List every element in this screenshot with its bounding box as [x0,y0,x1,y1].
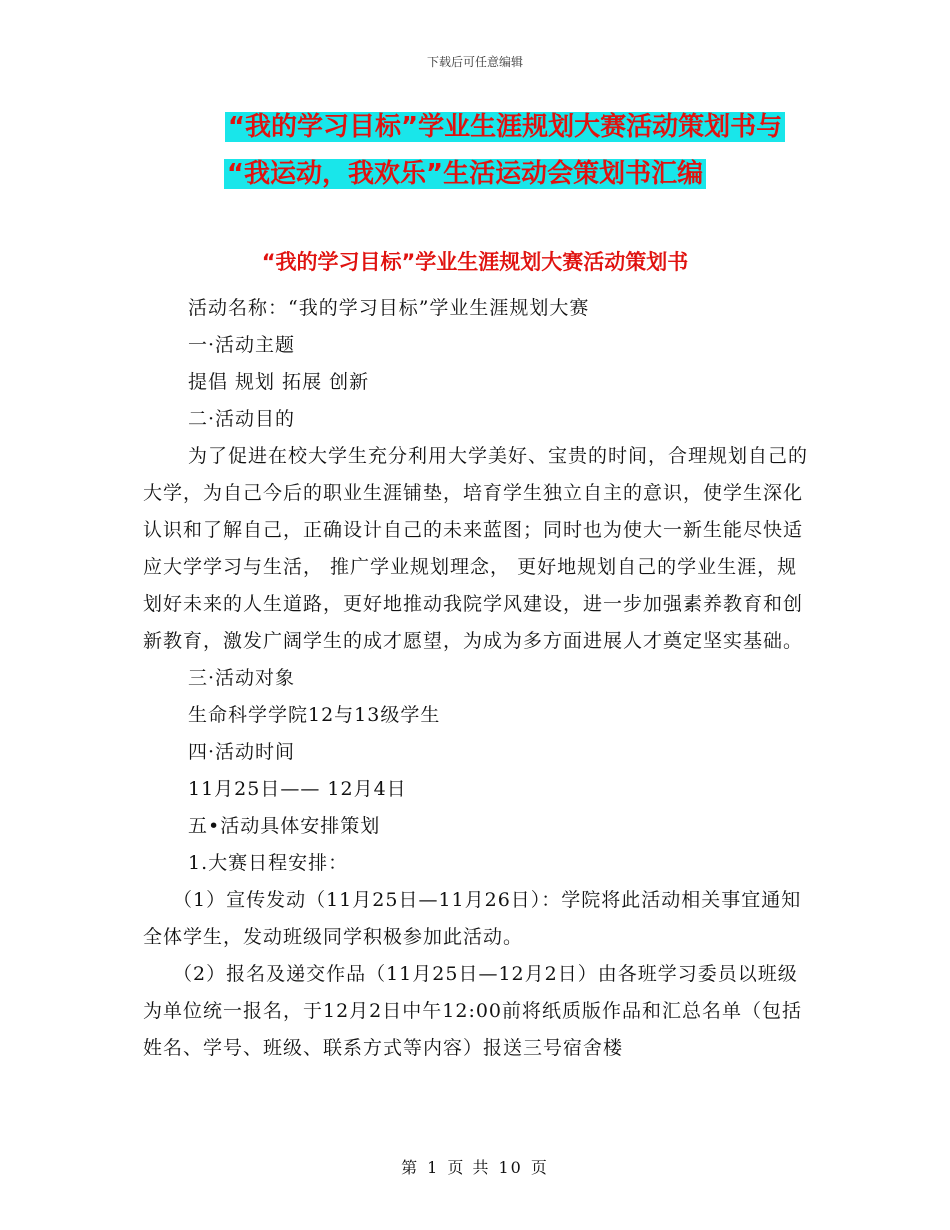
schedule-step-2: （2）报名及递交作品（11月25日—12月2日）由各班学习委员以班级为单位统一报名，于12月2日中午12:00前将纸质版作品和汇总名单（包括姓名、学号、班级、联系方式等内容）报送三号宿舍楼 [143,963,803,1059]
target-text: 生命科学学院12与13级学生 [188,704,441,726]
page-total: 10 [498,1158,523,1177]
heading-theme: 一·活动主题 [188,334,296,356]
activity-name: 活动名称：“我的学习目标”学业生涯规划大赛 [188,297,590,319]
document-body [143,290,811,1067]
heading-arrangement: 五•活动具体安排策划 [188,815,381,837]
heading-purpose: 二·活动目的 [188,408,296,430]
schedule-title: 1.大赛日程安排： [188,852,349,874]
heading-time: 四·活动时间 [188,741,296,763]
heading-target: 三·活动对象 [188,667,296,689]
page-number: 1 [427,1158,440,1177]
schedule-step-1: （1）宣传发动（11月25日—11月26日）：学院将此活动相关事宜通知全体学生，发动班级同学积极参加此活动。 [143,889,802,948]
page-footer: 第 1 页 共 10 页 [401,1158,549,1177]
header-note: 下载后可任意编辑 [426,55,523,69]
purpose-text: 为了促进在校大学生充分利用大学美好、宝贵的时间，合理规划自己的大学，为自己今后的职业生涯铺垫，培育学生独立自主的意识，使学生深化认识和了解自己，正确设计自己的未来蓝图；同时也为使大一新生能尽快适应大学学习与生活， 推广学业规划理念， 更好地规划自己的学业生涯，规划好未来的人生道路，更好地推动我院学风建设，进一步加强素养教育和创新教育，激发广阔学生的成才愿望，为成为多方面进展人才奠定坚实基础。 [143,445,809,652]
main-title-line-2: “我运动，我欢乐”生活运动会策划书汇编 [0,155,940,193]
section-title: “我的学习目标”学业生涯规划大赛活动策划书 [261,250,689,274]
theme-text: 提倡 规划 拓展 创新 [188,371,370,393]
time-text: 11月25日—— 12月4日 [188,778,407,800]
main-title-line-1: “我的学习目标”学业生涯规划大赛活动策划书与 [30,108,950,146]
